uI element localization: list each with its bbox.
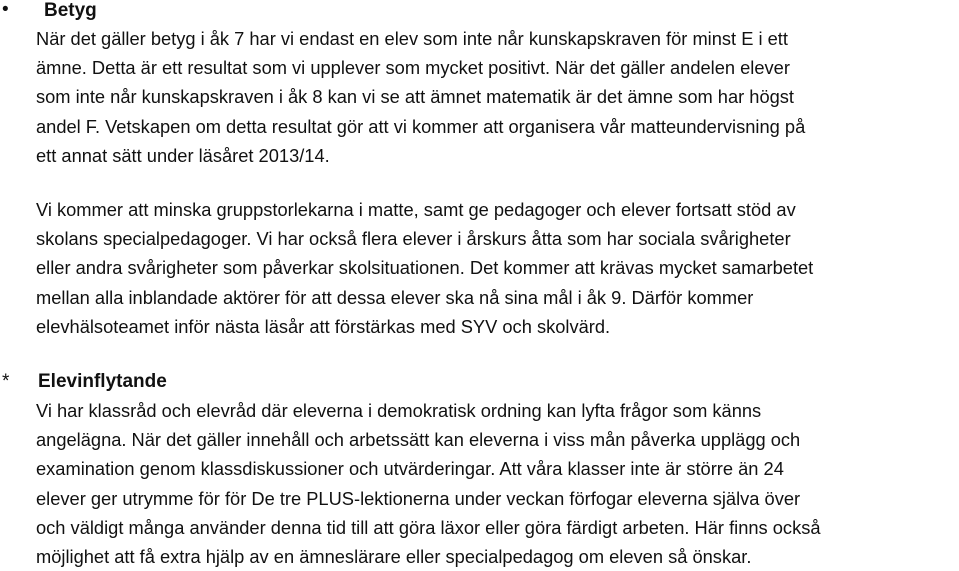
text-line: Vi kommer att minska gruppstorlekarna i matte, samt ge pedagoger och elever fortsatt stöd av	[36, 199, 796, 220]
text-line: mellan alla inblandade aktörer för att dessa elever ska nå sina mål i åk 9. Därför kommer	[36, 286, 754, 308]
text-line: ämne. Detta är ett resultat som vi upplever som mycket positivt. När det gäller andelen elever	[36, 57, 790, 79]
paragraph	[36, 396, 956, 571]
asterisk-marker: *	[2, 371, 10, 392]
text-line: angelägna. När det gäller innehåll och arbetssätt kan eleverna i viss mån påverka upplägg och	[36, 429, 801, 451]
paragraph	[36, 24, 956, 170]
text-line: och väldigt många använder denna tid till att göra läxor eller göra färdigt arbeten. Här finns också	[36, 516, 821, 538]
bullet-marker: •	[2, 0, 9, 20]
text-line: elever ger utrymme för för De tre PLUS-lektionerna under veckan förfogar eleverna själva över	[36, 487, 801, 509]
text-line: skolans specialpedagoger. Vi har också flera elever i årskurs åtta som har sociala svårigheter	[36, 228, 791, 250]
text-line: andel F. Vetskapen om detta resultat gör att vi kommer att organisera vår matteundervisning på	[36, 115, 806, 137]
text-line: som inte når kunskapskraven i åk 8 kan vi se att ämnet matematik är det ämne som har högst	[36, 86, 795, 108]
text-line: När det gäller betyg i åk 7 har vi endast en elev som inte når kunskapskraven för minst E i ett	[36, 28, 788, 49]
section-heading: Betyg	[44, 0, 97, 21]
text-line: ett annat sätt under läsåret 2013/14.	[36, 144, 330, 166]
text-line: eller andra svårigheter som påverkar skolsituationen. Det kommer att krävas mycket samarbetet	[36, 257, 814, 279]
text-line: elevhälsoteamet inför nästa läsår att förstärkas med SYV och skolvärd.	[36, 315, 611, 337]
paragraph	[36, 195, 956, 341]
text-line: Vi har klassråd och elevråd där eleverna i demokratisk ordning kan lyfta frågor som känns	[36, 400, 762, 421]
section-heading: Elevinflytande	[38, 371, 167, 392]
text-line: möjlighet att få extra hjälp av en ämneslärare eller specialpedagog om eleven så önskar.	[36, 546, 752, 568]
text-line: examination genom klassdiskussioner och utvärderingar. Att våra klasser inte är större än 24	[36, 458, 784, 480]
